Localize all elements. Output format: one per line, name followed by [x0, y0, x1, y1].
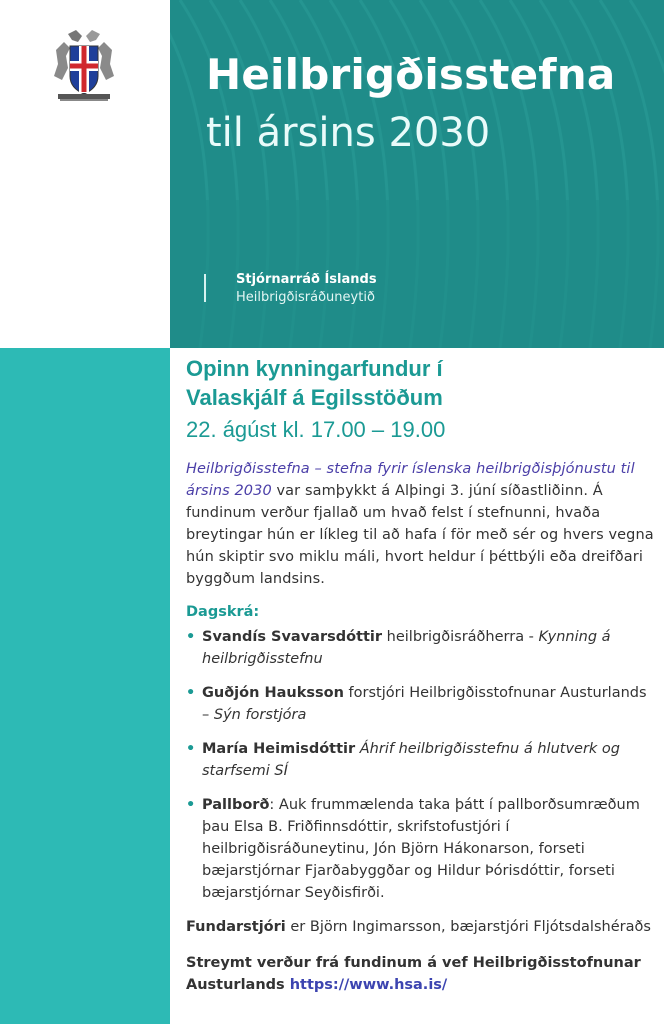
meeting-chair [186, 916, 656, 938]
left-teal-strip [0, 348, 170, 1024]
speaker-name: María Heimisdóttir [202, 741, 356, 757]
policy-title: Heilbrigðisstefna – stefna fyrir íslenska heilbrigðisþjónustu til ársins 2030 [186, 461, 635, 499]
speaker-role: forstjóri Heilbrigðisstofnunar Austurlands – [202, 685, 647, 723]
speaker-name: Svandís Svavarsdóttir [202, 629, 383, 645]
event-datetime: 22. ágúst kl. 17.00 – 19.00 [186, 417, 446, 442]
org-name: Stjórnarráð Íslands [236, 272, 377, 287]
event-headline-line1: Opinn kynningarfundur í [186, 356, 443, 381]
bullet-icon: • [186, 685, 196, 701]
left-white-panel [0, 0, 170, 348]
speaker-topic: Sýn forstjóra [213, 707, 307, 723]
agenda-item [186, 794, 656, 904]
chair-label: Fundarstjóri [186, 919, 286, 935]
agenda-item [186, 626, 656, 670]
page-title: Heilbrigðisstefna [206, 50, 616, 99]
bullet-icon: • [186, 629, 196, 645]
main-content [186, 354, 656, 996]
event-headline [186, 354, 656, 412]
coat-of-arms-icon [48, 28, 120, 104]
intro-body: var samþykkt á Alþingi 3. júní síðastliðinn. Á fundinum verður fjallað um hvað felst í stefnunni, hvaða breytingar hún er líkleg til að hafa í för með sér og hvers vegna hún skiptir svo miklu máli, hvort heldur í þéttbýli eða dreifðari byggðum landsins. [186, 483, 654, 587]
stream-link[interactable]: https://www.hsa.is/ [289, 977, 448, 993]
bullet-icon: • [186, 797, 196, 813]
panel-label: Pallborð [202, 797, 270, 813]
intro-paragraph [186, 458, 656, 590]
panel-description: : Auk frummælenda taka þátt í pallborðsumræðum þau Elsa B. Friðfinnsdóttir, skrifstofustjóri í heilbrigðisráðuneytinu, Jón Björn Hákonarson, forseti bæjarstjórnar Fjarðabyggðar og Hildur Þórisdóttir, forseti bæjarstjórnar Seyðisfirði. [202, 797, 640, 901]
page-subtitle: til ársins 2030 [206, 110, 491, 156]
speaker-topic: Kynning á heilbrigðisstefnu [202, 629, 611, 667]
stream-text: Streymt verður frá fundinum á vef Heilbrigðisstofnunar Austurlands [186, 955, 641, 993]
event-headline-line2: Valaskjálf á Egilsstöðum [186, 385, 443, 410]
speaker-topic: Áhrif heilbrigðisstefnu á hlutverk og starfsemi SÍ [202, 741, 620, 779]
org-divider [204, 274, 206, 302]
agenda-heading: Dagskrá: [186, 604, 260, 620]
bullet-icon: • [186, 741, 196, 757]
speaker-role: heilbrigðisráðherra - [382, 629, 539, 645]
org-ministry: Heilbrigðisráðuneytið [236, 290, 375, 305]
speaker-name: Guðjón Hauksson [202, 685, 344, 701]
agenda-list [186, 626, 656, 904]
chair-text: er Björn Ingimarsson, bæjarstjóri Fljótsdalshéraðs [285, 919, 651, 935]
header-banner [170, 0, 664, 348]
agenda-item [186, 738, 656, 782]
stream-info [186, 952, 656, 996]
agenda-item [186, 682, 656, 726]
